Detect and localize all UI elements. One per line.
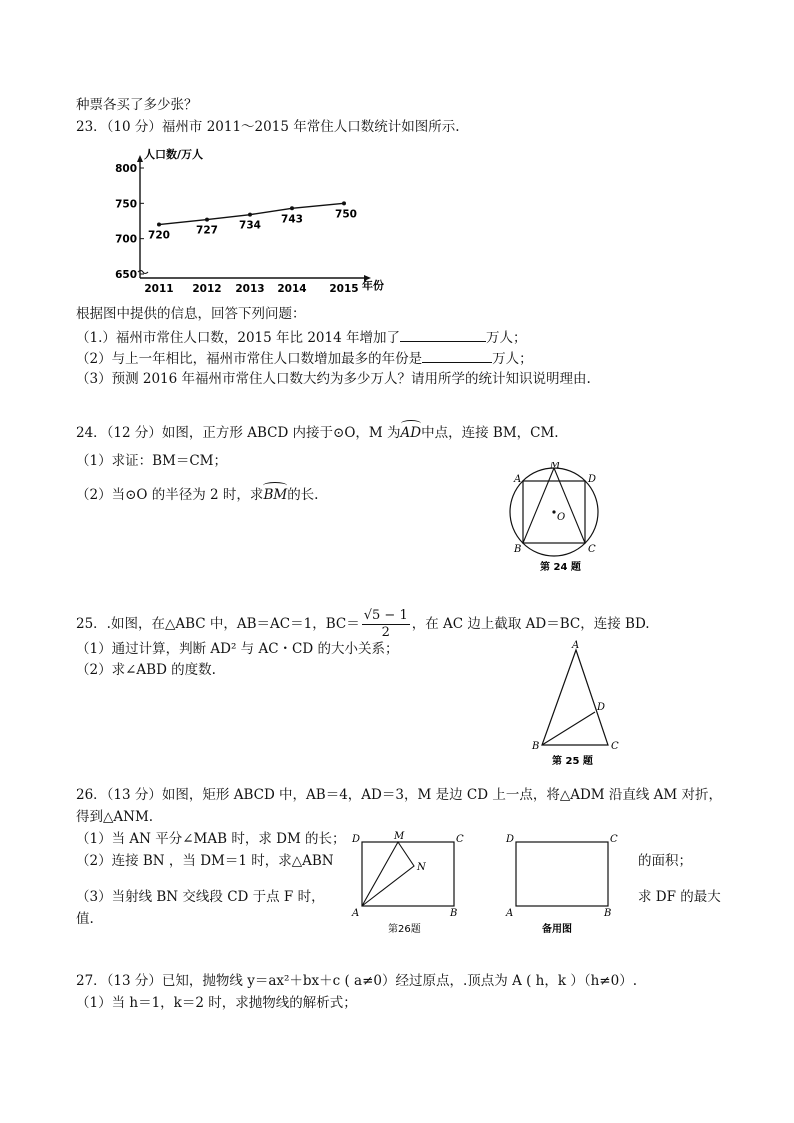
label-o: O — [557, 512, 566, 523]
data-label: 750 — [335, 208, 357, 221]
label-a: A — [572, 640, 580, 651]
x-tick-label: 2015 — [329, 283, 359, 295]
q24-p2-text-a: （2）当⊙O 的半径为 2 时，求 — [76, 487, 264, 503]
data-labels — [148, 208, 357, 241]
figure-26-caption: 第26题 — [388, 924, 421, 935]
label-c: C — [588, 544, 596, 555]
question-22-tail: 种票各买了多少张？ — [76, 97, 198, 113]
question-26-part-1: （1）当 AN 平分∠MAB 时，求 DM 的长； — [76, 831, 346, 847]
q23-p1-unit: 万人； — [485, 330, 527, 346]
q23-p1-text: （1.）福州市常住人口数，2015 年比 2014 年增加了 — [76, 330, 400, 346]
q25-text-a: 25．.如图，在△ABC 中，AB＝AC＝1，BC＝ — [76, 616, 360, 632]
fraction-denominator: 2 — [381, 625, 390, 640]
segment-cm — [554, 468, 585, 543]
question-24-part-2 — [76, 486, 318, 504]
question-27-part-1: （1）当 h＝1，k＝2 时，求抛物线的解析式； — [76, 995, 357, 1011]
q23-p2-text: （2）与上一年相比，福州市常住人口数增加最多的年份是 — [76, 351, 423, 367]
question-26-part-3-c: 值. — [76, 911, 94, 927]
question-23-part-3: （3）预测 2016 年福州市常住人口数大约为多少万人？请用所学的统计知识说明理由. — [76, 371, 591, 387]
label-a: A — [352, 908, 360, 919]
data-label: 720 — [148, 229, 170, 242]
question-23-title: 23．（10 分）福州市 2011～2015 年常住人口数统计如图所示. — [76, 119, 460, 135]
figure-25-triangle — [528, 638, 624, 770]
q24-p2-text-b: 的长. — [287, 487, 319, 503]
figure-26-backup-caption: 备用图 — [542, 924, 572, 935]
figure-25-caption: 第 25 题 — [552, 756, 593, 767]
data-point — [342, 201, 346, 205]
figure-24-caption: 第 24 题 — [540, 562, 581, 573]
question-24-part-1: （1）求证：BM＝CM； — [76, 453, 227, 469]
question-27-title: 27．（13 分）已知，抛物线 y＝ax²＋bx＋c ( a≠0）经过原点，.顶点为 A ( h，k ）（h≠0）. — [76, 973, 637, 989]
label-d: D — [597, 702, 606, 713]
q23-p2-unit: 万人； — [492, 351, 533, 367]
data-point — [290, 206, 294, 210]
segment-bm — [523, 468, 554, 543]
y-axis-arrow — [137, 155, 143, 162]
label-d: D — [506, 834, 515, 845]
x-tick-label: 2014 — [277, 283, 307, 295]
triangle-abc — [542, 650, 608, 745]
arc-ad: AD — [400, 425, 422, 441]
backup-rectangle-abcd — [516, 842, 608, 906]
data-point — [205, 218, 209, 222]
figure-26-rectangle — [346, 828, 470, 938]
data-point — [157, 223, 161, 227]
y-axis-label: 人口数/万人 — [144, 148, 204, 161]
y-tick-label: 700 — [115, 233, 137, 246]
x-tick-label: 2013 — [235, 283, 265, 295]
data-label: 734 — [239, 219, 261, 232]
label-c: C — [456, 834, 464, 845]
x-tick-labels — [144, 283, 358, 295]
x-tick-label: 2011 — [144, 283, 174, 295]
segment-bd — [542, 712, 595, 745]
question-25-title — [76, 608, 650, 641]
x-tick-label: 2012 — [192, 283, 222, 295]
population-line-chart — [112, 146, 402, 296]
question-26-title-cont: 得到△ANM. — [76, 809, 154, 825]
label-c: C — [611, 741, 619, 752]
data-label: 727 — [196, 224, 218, 237]
arc-bm: BM — [263, 487, 288, 503]
fraction-bc — [362, 608, 410, 641]
label-b: B — [604, 908, 612, 919]
q24-text-b: 中点，连接 BM，CM. — [421, 425, 559, 441]
figure-24-circle-square — [500, 462, 612, 574]
answer-blank-1[interactable] — [400, 327, 486, 342]
question-26-title: 26．（13 分）如图，矩形 ABCD 中，AB＝4，AD＝3，M 是边 CD 上一点，将△ADM 沿直线 AM 对折， — [76, 787, 723, 803]
figure-26-backup-rectangle — [500, 828, 624, 938]
label-a: A — [514, 474, 522, 485]
question-23-intro: 根据图中提供的信息，回答下列问题： — [76, 306, 306, 322]
label-m: M — [394, 831, 405, 842]
y-tick-label: 800 — [115, 163, 137, 175]
question-25-part-2: （2）求∠ABD 的度数. — [76, 662, 216, 678]
label-m: M — [550, 462, 561, 471]
label-n: N — [417, 862, 426, 873]
label-c: C — [610, 834, 618, 845]
q25-text-b: ，在 AC 边上截取 AD＝BC，连接 BD. — [411, 616, 650, 632]
rectangle-abcd — [362, 842, 454, 906]
data-point — [248, 213, 252, 217]
question-26-part-3-b: 求 DF 的最大 — [638, 889, 721, 905]
label-d: D — [588, 474, 597, 485]
label-b: B — [514, 544, 522, 555]
question-23-part-2 — [76, 348, 533, 368]
y-tick-label: 650 — [115, 269, 137, 281]
question-23-part-1 — [76, 327, 526, 347]
question-26-part-2-b: 的面积； — [638, 853, 692, 869]
folded-triangle-anm — [362, 842, 414, 906]
question-26-part-2-a: （2）连接 BN ，当 DM＝1 时，求△ABN — [76, 853, 334, 869]
data-label: 743 — [281, 213, 303, 226]
label-a: A — [506, 908, 514, 919]
label-b: B — [532, 741, 540, 752]
q24-text-a: 24．（12 分）如图，正方形 ABCD 内接于⊙O，M 为 — [76, 425, 401, 441]
question-25-part-1: （1）通过计算，判断 AD² 与 AC・CD 的大小关系； — [76, 641, 399, 657]
y-tick-label: 750 — [115, 198, 137, 211]
label-b: B — [450, 908, 458, 919]
fraction-numerator: √5 − 1 — [363, 608, 408, 623]
question-24-title — [76, 424, 559, 442]
center-o-dot — [552, 510, 555, 513]
label-d: D — [352, 834, 361, 845]
x-axis-label: 年份 — [362, 279, 384, 292]
answer-blank-2[interactable] — [422, 348, 492, 363]
question-26-part-3-a: （3）当射线 BN 交线段 CD 于点 F 时， — [76, 889, 325, 905]
